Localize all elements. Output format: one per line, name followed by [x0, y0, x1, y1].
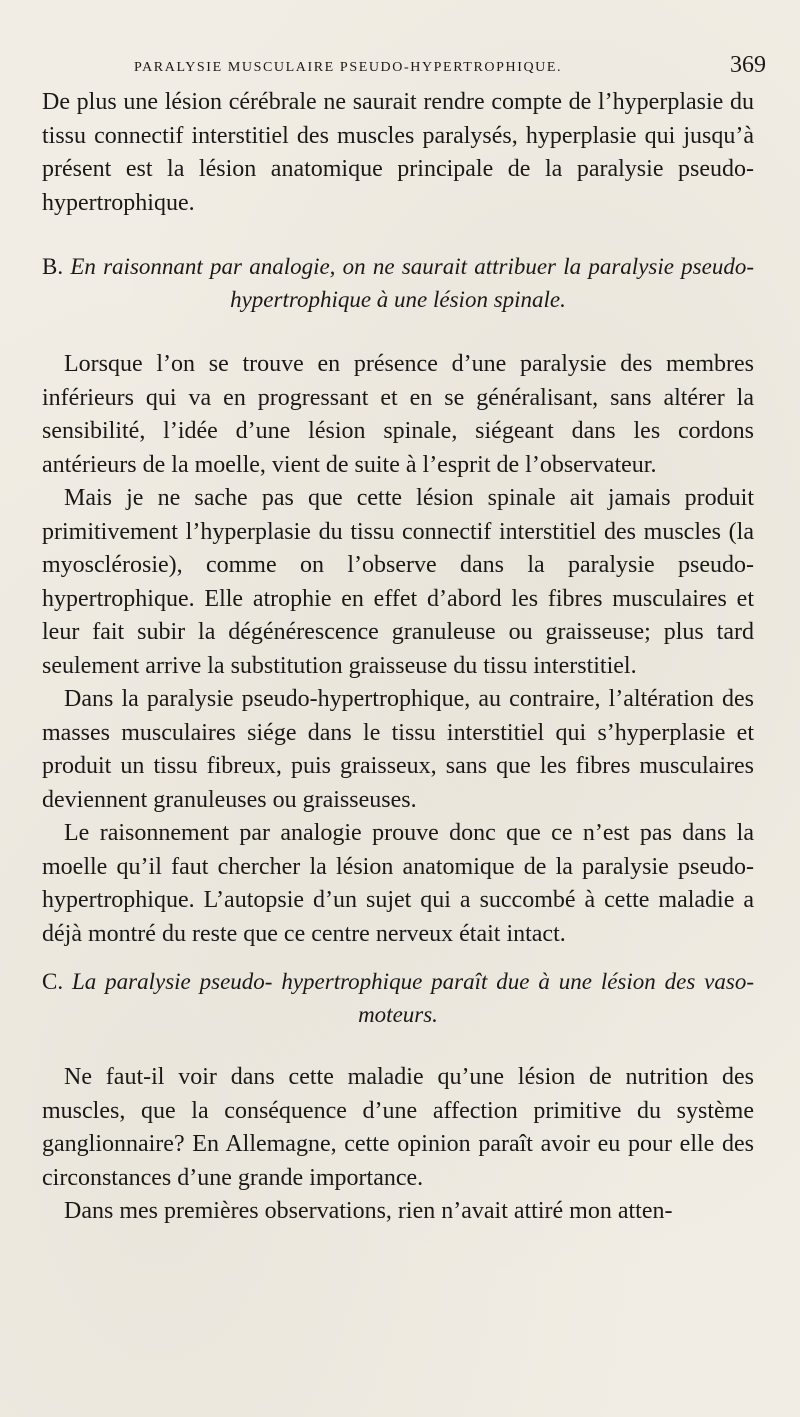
- section-title-c: La paralysie pseudo- hypertrophique paraît due à une lésion des vaso-moteurs.: [71, 969, 755, 1027]
- page-number: 369: [730, 52, 766, 78]
- running-head: [42, 50, 766, 86]
- paragraph-spinal-lesion: Mais je ne sache pas que cette lésion spinale ait jamais produit primitivement l’hyperplasie du tissu connectif interstitiel des muscles (la myosclérosie), comme on l’observe dans la paralysie pseudo-hypertrophique. Elle atrophie en effet d’abord les fibres musculaires et leur fait subir la dégénérescence granuleuse ou graisseuse; plus tard seulement arrive la substitution graisseuse du tissu interstitiel.: [42, 485, 754, 679]
- section-title-b: En raisonnant par analogie, on ne saurait attribuer la paralysie pseudo-hypertrophique à une lésion spinale.: [70, 254, 754, 312]
- section-letter-c: C.: [42, 969, 64, 994]
- running-title: PARALYSIE MUSCULAIRE PSEUDO-HYPERTROPHIQUE.: [134, 60, 563, 75]
- section-letter-b: B.: [42, 254, 64, 279]
- section-heading-b: [42, 250, 754, 316]
- section-heading-c: [42, 965, 754, 1031]
- paragraph-interstitial: Dans la paralysie pseudo-hypertrophique, au contraire, l’altération des masses musculaires siége dans le tissu interstitiel qui s’hyperplasie et produit un tissu fibreux, puis graisseux, sans que les fibres musculaires deviennent granuleuses ou graisseuses.: [42, 686, 754, 813]
- paragraph-nutrition-lesion: Ne faut-il voir dans cette maladie qu’une lésion de nutrition des muscles, que la conséquence d’une affection primitive du système ganglionnaire? En Allemagne, cette opinion paraît avoir eu pour elle des circonstances d’une grande importance.: [42, 1064, 754, 1191]
- paragraph-cerebral-lesion: De plus une lésion cérébrale ne saurait rendre compte de l’hyperplasie du tissu connectif interstitiel des muscles paralysés, hyperplasie qui jusqu’à présent est la lésion anatomique principale de la paralysie pseudo-hypertrophique.: [42, 89, 754, 216]
- book-page: [42, 50, 766, 1229]
- paragraph-spinal-idea: Lorsque l’on se trouve en présence d’une paralysie des membres inférieurs qui va en progressant et en se généralisant, sans altérer la sensibilité, l’idée d’une lésion spinale, siégeant dans les cordons antérieurs de la moelle, vient de suite à l’esprit de l’observateur.: [42, 351, 754, 478]
- paragraph-first-observations: Dans mes premières observations, rien n’avait attiré mon atten-: [64, 1198, 673, 1224]
- paragraph-analogy-conclusion: Le raisonnement par analogie prouve donc que ce n’est pas dans la moelle qu’il faut chercher la lésion anatomique de la paralysie pseudo-hypertrophique. L’autopsie d’un sujet qui a succombé à cette maladie a déjà montré du reste que ce centre nerveux était intact.: [42, 820, 754, 947]
